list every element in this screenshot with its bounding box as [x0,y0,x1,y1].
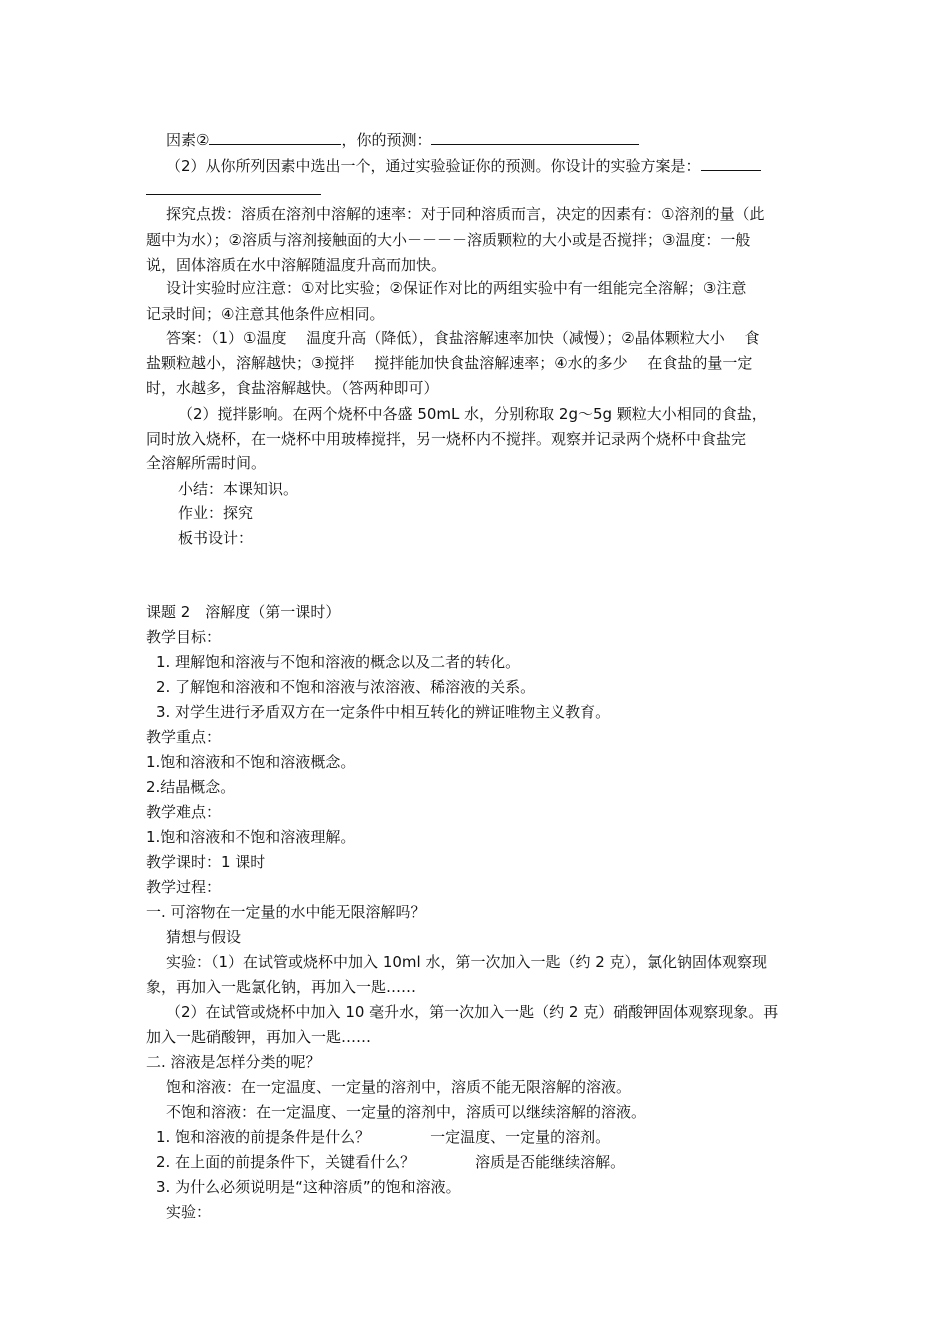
qa-answer: 溶质是否能继续溶解。 [475,1153,626,1171]
q2-text: （2）从你所列因素中选出一个，通过实验验证你的预测。你设计的实验方案是： [166,157,701,175]
predict-blank[interactable] [431,128,639,145]
qa-item-2 [156,1152,625,1172]
qa-item-3: 3. 为什么必须说明是“这种溶质”的饱和溶液。 [156,1178,461,1196]
goal-item-3: 3. 对学生进行矛盾双方在一定条件中相互转化的辨证唯物主义教育。 [156,703,611,721]
qa-question: 1. 饱和溶液的前提条件是什么？ [156,1128,371,1146]
tip-line-1: 探究点拨：溶质在溶剂中溶解的速率：对于同种溶质而言，决定的因素有：①溶剂的量（此 [166,205,765,223]
answer2-line-1: （2）搅拌影响。在两个烧杯中各盛 50mL 水，分别称取 2g～5g 颗粒大小相同的食盐， [178,405,767,423]
goals-label: 教学目标： [146,628,222,646]
section-2-heading: 二. 溶液是怎样分类的呢？ [146,1053,321,1071]
answer2-line-3: 全溶解所需时间。 [146,454,267,472]
q2-line [166,154,761,176]
hours-line: 教学课时：1 课时 [146,853,266,871]
factor2-label: 因素② [166,131,210,149]
design-line-2: 记录时间；④注意其他条件应相同。 [146,305,385,323]
plan-blank-line [146,178,321,200]
factor2-line [166,128,639,150]
tip-line-2: 题中为水）；②溶质与溶剂接触面的大小－－－－溶质颗粒的大小或是否搅拌；③温度：一般 [146,231,751,249]
answer2-line-2: 同时放入烧杯，在一烧杯中用玻棒搅拌，另一烧杯内不搅拌。观察并记录两个烧杯中食盐完 [146,430,747,448]
answer-line-1: 答案：（1）①温度 温度升高（降低），食盐溶解速率加快（减慢）；②晶体颗粒大小 食 [166,329,760,347]
goal-item-1: 1. 理解饱和溶液与不饱和溶液的概念以及二者的转化。 [156,653,521,671]
tip-line-3: 说，固体溶质在水中溶解随温度升高而加快。 [146,256,447,274]
exp2-line-1: （2）在试管或烧杯中加入 10 毫升水，第一次加入一匙（约 2 克）硝酸钾固体观察现象。再 [166,1003,779,1021]
key-item-2: 2.结晶概念。 [146,778,236,796]
board-line: 板书设计： [178,529,254,547]
qa-question: 2. 在上面的前提条件下，关键看什么？ [156,1153,416,1171]
section-1-heading: 一. 可溶物在一定量的水中能无限溶解吗？ [146,903,426,921]
design-line-1: 设计实验时应注意：①对比实验；②保证作对比的两组实验中有一组能完全溶解；③注意 [166,279,747,297]
summary-line: 小结：本课知识。 [178,480,299,498]
factor2-blank[interactable] [209,128,341,145]
difficulty-item-1: 1.饱和溶液和不饱和溶液理解。 [146,828,356,846]
qa-item-1 [156,1127,610,1147]
goal-item-2: 2. 了解饱和溶液和不饱和溶液与浓溶液、稀溶液的关系。 [156,678,536,696]
key-label: 教学重点： [146,728,222,746]
experiment-label: 实验： [166,1203,212,1221]
unsaturated-definition: 不饱和溶液：在一定温度、一定量的溶剂中，溶质可以继续溶解的溶液。 [166,1103,647,1121]
key-item-1: 1.饱和溶液和不饱和溶液概念。 [146,753,356,771]
plan-blank-1[interactable] [701,154,761,171]
lesson-title: 课题 2 溶解度（第一课时） [146,603,341,621]
answer-line-3: 时，水越多，食盐溶解越快。（答两种即可） [146,379,439,397]
predict-label: ，你的预测： [341,131,432,149]
exp2-line-2: 加入一匙硝酸钾，再加入一匙…… [146,1028,372,1046]
homework-line: 作业：探究 [178,504,254,522]
exp1-line-2: 象，再加入一匙氯化钠，再加入一匙…… [146,978,417,996]
answer-line-2: 盐颗粒越小，溶解越快；③搅拌 搅拌能加快食盐溶解速率；④水的多少 在食盐的量一定 [146,354,753,372]
qa-answer: 一定温度、一定量的溶剂。 [430,1128,611,1146]
guess-line: 猜想与假设 [166,928,242,946]
process-label: 教学过程： [146,878,222,896]
difficulty-label: 教学难点： [146,803,222,821]
saturated-definition: 饱和溶液：在一定温度、一定量的溶剂中，溶质不能无限溶解的溶液。 [166,1078,632,1096]
plan-blank-2[interactable] [146,178,321,195]
exp1-line-1: 实验：（1）在试管或烧杯中加入 10ml 水，第一次加入一匙（约 2 克），氯化钠固体观察现 [166,953,768,971]
